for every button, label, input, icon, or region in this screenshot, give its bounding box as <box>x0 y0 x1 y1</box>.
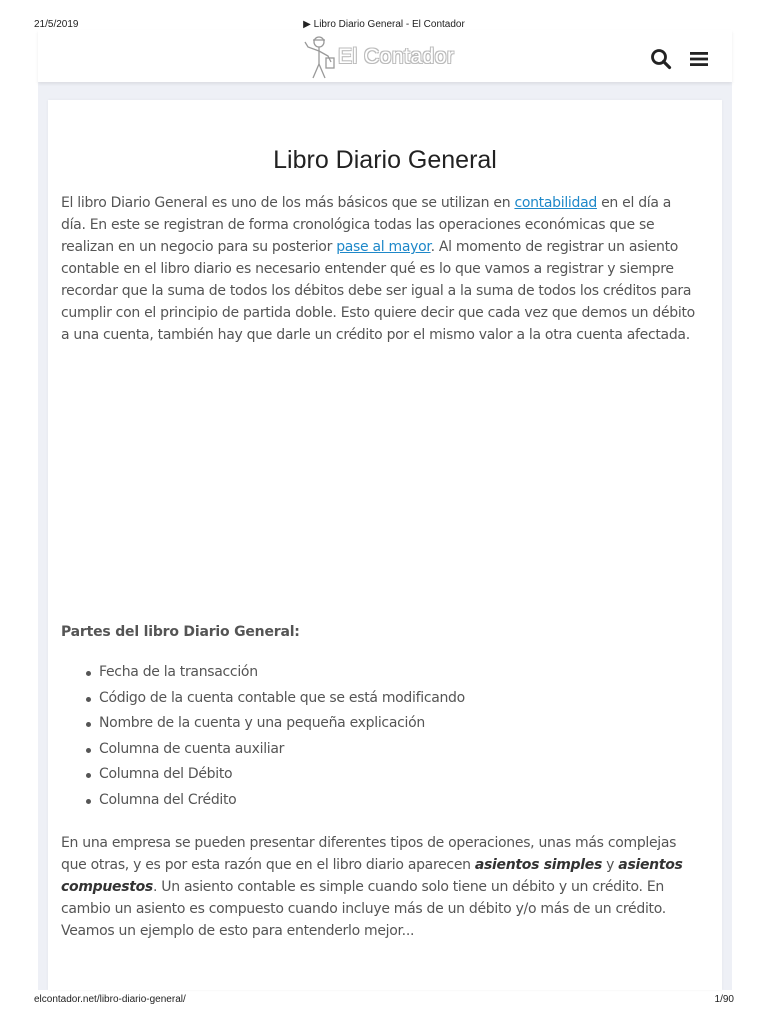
list-item: Nombre de la cuenta y una pequeña explicación <box>83 711 465 737</box>
list-item: Columna del Crédito <box>83 788 465 814</box>
types-paragraph: En una empresa se pueden presentar diferentes tipos de operaciones, unas más complejas que otras, y es por esta razón que en el libro diario aparecen asientos simples y asientos compuestos. Un asiento contable es simple cuando solo tiene un débito y un crédito. En cambio un asiento es compuesto cuando incluye más de un débito y/o más de un crédito. Veamos un ejemplo de esto para entenderlo mejor... <box>61 835 683 939</box>
search-icon[interactable] <box>650 48 672 70</box>
print-footer <box>0 994 768 1008</box>
list-item: Columna del Débito <box>83 762 465 788</box>
accountant-mascot-icon <box>302 34 336 80</box>
print-date: 21/5/2019 <box>34 19 79 30</box>
print-page-number: 1/90 <box>714 994 734 1005</box>
print-url: elcontador.net/libro-diario-general/ <box>34 994 186 1005</box>
logo-text: El Contador <box>338 45 455 68</box>
list-item: Código de la cuenta contable que se está modificando <box>83 686 465 712</box>
hamburger-menu-icon[interactable] <box>688 49 710 69</box>
asientos-simples-term: asientos simples <box>474 857 602 873</box>
list-item: Fecha de la transacción <box>83 660 465 686</box>
print-title: ▶ Libro Diario General - El Contador <box>303 19 465 30</box>
article-title: Libro Diario General <box>273 146 497 174</box>
contabilidad-link[interactable]: contabilidad <box>514 195 597 211</box>
intro-paragraph: El libro Diario General es uno de los más básicos que se utilizan en contabilidad en el día a día. En este se registran de forma cronológica todas las operaciones económicas que se realizan en un negocio para su posterior pase al mayor. Al momento de registrar un asiento contable en el libro diario es necesario entender qué es lo que vamos a registrar y siempre recordar que la suma de todos los débitos debe ser igual a la suma de todos los créditos para cumplir con el principio de partida doble. Esto quiere decir que cada vez que demos un débito a una cuenta, también hay que darle un crédito por el mismo valor a la otra cuenta afectada. <box>61 195 695 343</box>
site-logo[interactable] <box>302 34 472 80</box>
list-item: Columna de cuenta auxiliar <box>83 737 465 763</box>
parts-heading: Partes del libro Diario General: <box>61 624 300 640</box>
pase-al-mayor-link[interactable]: pase al mayor <box>336 239 431 255</box>
asientos-compuestos-term-a: asientos <box>618 857 683 873</box>
asientos-compuestos-term-b: compuestos <box>61 879 153 895</box>
site-header <box>38 30 732 82</box>
parts-list <box>83 660 465 814</box>
